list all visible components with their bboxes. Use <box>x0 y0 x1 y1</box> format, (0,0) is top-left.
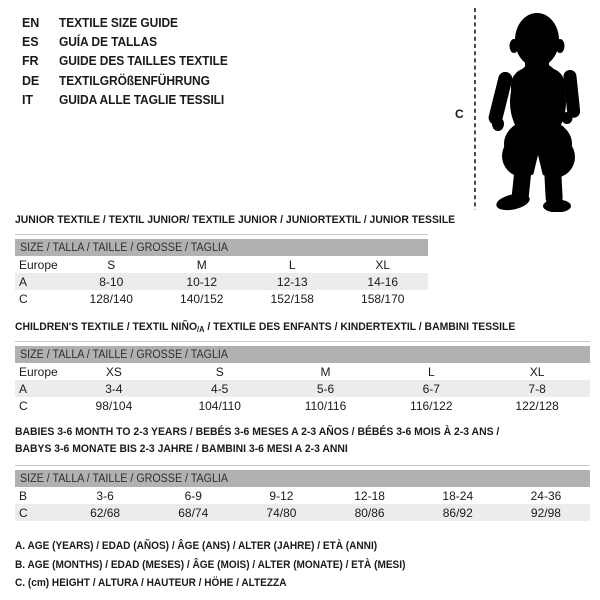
size-cell: 92/98 <box>530 505 561 520</box>
size-cell: 98/104 <box>95 398 133 413</box>
language-code: FR <box>22 54 39 69</box>
language-code: ES <box>22 35 39 50</box>
language-title: GUIDA ALLE TAGLIE TESSILI <box>59 92 225 107</box>
size-cell: 128/140 <box>89 291 133 306</box>
size-cell: 74/80 <box>266 505 297 520</box>
size-cell: 152/158 <box>270 291 314 306</box>
size-cell: 3-6 <box>96 488 114 503</box>
size-header-bar <box>15 239 428 256</box>
row-label: Europe <box>19 364 58 379</box>
language-title: TEXTILE SIZE GUIDE <box>59 16 178 30</box>
measure-label-c: C <box>455 107 464 121</box>
size-cell: M <box>196 257 207 272</box>
row-label: C <box>19 505 28 520</box>
language-code: IT <box>22 92 33 107</box>
language-row <box>22 14 235 33</box>
children-table-title <box>15 319 515 338</box>
babies-title-line2: BABYS 3-6 MONATE BIS 2-3 JAHRE / BAMBINI 3-6 MESI A 2-3 ANNI <box>15 443 348 455</box>
size-cell: XL <box>529 364 545 379</box>
language-title: GUÍA DE TALLAS <box>59 35 157 50</box>
language-row <box>22 91 235 110</box>
size-cell: 24-36 <box>530 488 562 503</box>
size-cell: 68/74 <box>178 505 209 520</box>
table-row <box>15 380 590 397</box>
size-cell: 9-12 <box>269 488 294 503</box>
table-row <box>15 397 590 414</box>
row-label: A <box>19 381 28 396</box>
junior-table-title: JUNIOR TEXTILE / TEXTIL JUNIOR/ TEXTILE JUNIOR / JUNIORTEXTIL / JUNIOR TESSILE <box>15 214 456 226</box>
size-cell: L <box>288 257 296 272</box>
size-cell: 7-8 <box>528 381 546 396</box>
size-cell: 110/116 <box>304 398 347 413</box>
size-cell: 140/152 <box>180 291 224 306</box>
footnote-b: B. AGE (MONTHS) / EDAD (MESES) / ÂGE (MOIS) / ALTER (MONATE) / ETÀ (MESI) <box>15 558 406 571</box>
size-cell: XS <box>105 364 122 379</box>
children-title-sub: /A <box>197 325 205 334</box>
size-header-label: SIZE / TALLA / TAILLE / GRÖSSE / TAGLIA <box>20 472 229 485</box>
footnotes <box>15 537 405 593</box>
size-cell: 5-6 <box>316 381 335 396</box>
row-label: A <box>19 274 28 289</box>
size-cell: 80/86 <box>354 505 385 520</box>
divider <box>15 465 590 466</box>
size-cell: XL <box>375 257 391 272</box>
size-cell: 158/170 <box>361 291 405 306</box>
children-title-prefix: CHILDREN'S TEXTILE / TEXTIL NIÑO <box>15 321 198 333</box>
table-row <box>15 363 590 380</box>
table-row <box>15 290 428 307</box>
language-code: DE <box>22 73 40 88</box>
size-header-label: SIZE / TALLA / TAILLE / GRÖSSE / TAGLIA <box>20 241 229 254</box>
table-body <box>15 487 590 521</box>
language-row <box>22 33 235 52</box>
row-label: C <box>19 291 28 306</box>
table-row <box>15 504 590 521</box>
size-cell: M <box>320 364 331 379</box>
size-cell: 14-16 <box>367 274 399 289</box>
language-title: TEXTILGRÖßENFÜHRUNG <box>59 73 210 88</box>
size-cell: 12-13 <box>276 274 308 289</box>
footnote-a: A. AGE (YEARS) / EDAD (AÑOS) / ÂGE (ANS) / ALTER (JAHRE) / ETÀ (ANNI) <box>15 540 378 552</box>
table-row <box>15 256 428 273</box>
size-header-bar <box>15 346 590 363</box>
divider <box>15 341 590 342</box>
size-cell: 3-4 <box>105 381 123 396</box>
size-header-bar <box>15 470 590 487</box>
size-cell: 116/122 <box>410 398 453 413</box>
babies-table-title <box>15 424 499 458</box>
size-cell: 6-7 <box>422 381 440 396</box>
size-cell: L <box>427 364 435 379</box>
table-row <box>15 273 428 290</box>
dashed-measure-line <box>470 8 480 210</box>
size-cell: 18-24 <box>442 488 474 503</box>
row-label: B <box>19 488 28 503</box>
junior-size-table <box>15 234 428 307</box>
table-row <box>15 487 590 504</box>
language-code: EN <box>22 16 40 30</box>
babies-size-table <box>15 465 590 521</box>
row-label: Europe <box>19 257 58 272</box>
babies-title-line1: BABIES 3-6 MONTH TO 2-3 YEARS / BEBÉS 3-6 MESES A 2-3 AÑOS / BÉBÉS 3-6 MOIS À 2-3 ANS / <box>15 426 500 438</box>
size-cell: 8-10 <box>99 274 124 289</box>
size-header-label: SIZE / TALLA / TAILLE / GRÖSSE / TAGLIA <box>20 348 229 361</box>
baby-silhouette-icon <box>487 6 593 212</box>
size-cell: 104/110 <box>198 398 241 413</box>
children-title-suffix: / TEXTILE DES ENFANTS / KINDERTEXTIL / BAMBINI TESSILE <box>204 321 516 333</box>
language-row <box>22 52 235 71</box>
size-cell: S <box>107 257 116 272</box>
row-label: C <box>19 398 28 413</box>
table-body <box>15 363 590 414</box>
children-size-table <box>15 341 590 414</box>
footnote-c: C. (cm) HEIGHT / ALTURA / HAUTEUR / HÖHE / ALTEZZA <box>15 577 287 590</box>
size-cell: 62/68 <box>90 505 121 520</box>
size-cell: S <box>215 364 224 379</box>
divider <box>15 234 428 235</box>
size-cell: 4-5 <box>211 381 229 396</box>
language-row <box>22 72 235 91</box>
language-title: GUIDE DES TAILLES TEXTILE <box>59 54 228 69</box>
table-body <box>15 256 428 307</box>
size-cell: 12-18 <box>354 488 385 503</box>
size-cell: 122/128 <box>515 398 559 413</box>
size-cell: 86/92 <box>442 505 473 520</box>
language-list <box>22 14 235 110</box>
size-cell: 6-9 <box>184 488 202 503</box>
size-cell: 10-12 <box>186 274 218 289</box>
